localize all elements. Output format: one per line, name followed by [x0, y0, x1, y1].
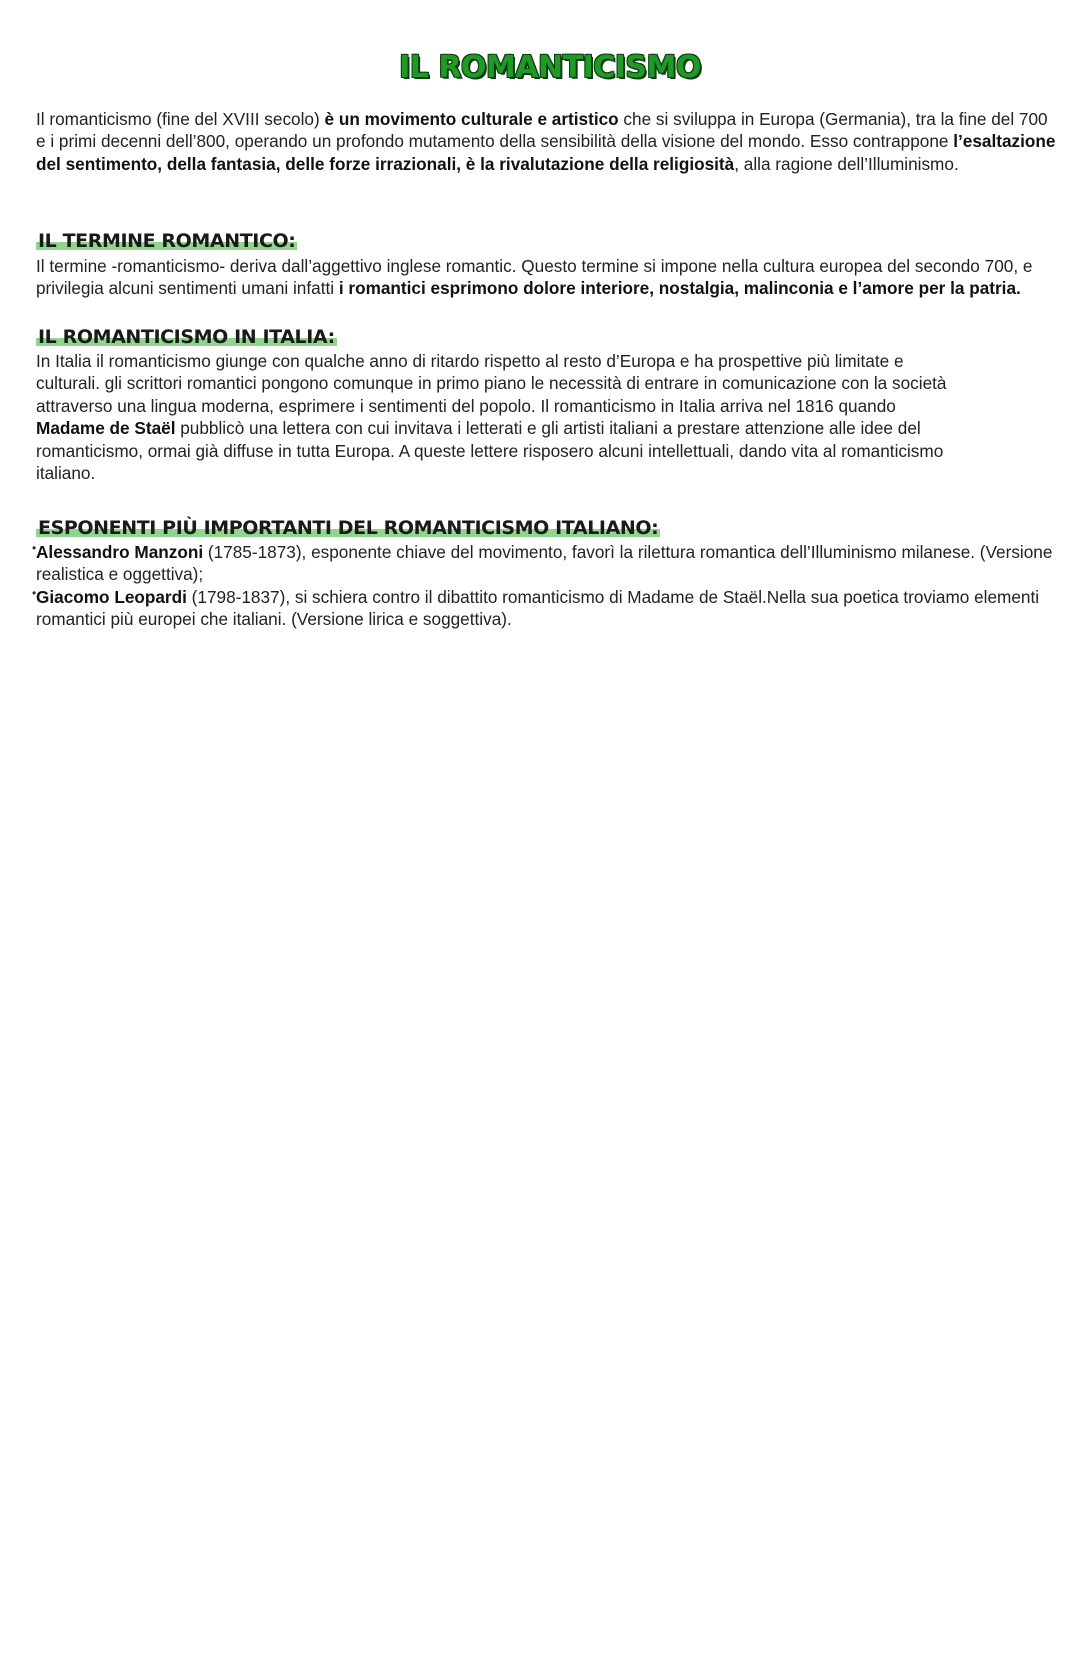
intro-bold-2: l’esaltazione del sentimento, della fantasia, delle forze irrazionali, è la rivalutazione della religiosità [36, 131, 1056, 174]
esponenti-list [32, 541, 1056, 631]
termine-text-1: Il termine -romanticismo- deriva dall’aggettivo inglese romantic. Questo termine si impone nella cultura europea del secondo 700, e privilegia alcuni sentimenti umani infatti [36, 256, 1033, 299]
intro-text-2: che si sviluppa in Europa (Germania), tra la fine del 700 e i primi decenni dell’800, operando un profondo mutamento della sensibilità della visione del mondo. Esso contrappone [36, 109, 1048, 152]
section-heading-esponenti-text: ESPONENTI PIÙ IMPORTANTI DEL ROMANTICISMO ITALIANO: [38, 517, 659, 539]
bullet-icon: • [32, 585, 37, 600]
list-item [32, 585, 1056, 631]
section-heading-esponenti [36, 517, 660, 539]
esponente-description: (1798-1837), si schiera contro il dibattito romanticismo di Madame de Staël.Nella sua poetica troviamo elementi romantici più europei che italiani. (Versione lirica e soggettiva). [36, 586, 1040, 630]
section-heading-termine [36, 230, 297, 252]
esponente-name: Alessandro Manzoni [36, 542, 204, 562]
intro-paragraph [36, 108, 1056, 175]
section-heading-termine-text: IL TERMINE ROMANTICO: [38, 230, 296, 252]
italia-text-1: In Italia il romanticismo giunge con qualche anno di ritardo rispetto al resto d’Europa e ha prospettive più limitate e culturali. gli scrittori romantici pongono comunque in primo piano le necessità di entrare in comunicazione con la società attraverso una lingua moderna, esprimere i sentimenti del popolo. Il romanticismo in Italia arriva nel 1816 quando [36, 351, 947, 416]
section-termine-paragraph [36, 255, 1056, 300]
intro-text-3: , alla ragione dell’Illuminismo. [734, 153, 959, 174]
esponente-name: Giacomo Leopardi [36, 586, 187, 607]
intro-bold-1: è un movimento culturale e artistico [324, 109, 619, 129]
section-heading-italia-text: IL ROMANTICISMO IN ITALIA: [38, 326, 335, 348]
bullet-icon: • [32, 541, 37, 555]
section-italia-paragraph [36, 350, 956, 484]
list-item [32, 541, 1056, 586]
section-heading-italia [36, 326, 337, 348]
italia-text-2: pubblicò una lettera con cui invitava i letterati e gli artisti italiani a prestare attenzione alle idee del romanticismo, ormai già diffuse in tutta Europa. A queste lettere risposero alcuni intellettuali, dando vita al romanticismo italiano. [36, 418, 944, 484]
page-title: IL ROMANTICISMO [399, 50, 701, 85]
esponente-description: (1785-1873), esponente chiave del movimento, favorì la rilettura romantica dell’Illuminismo milanese. (Versione realistica e oggettiva); [36, 542, 1053, 585]
intro-text-1: Il romanticismo (fine del XVIII secolo) [36, 109, 325, 129]
termine-bold-1: i romantici esprimono dolore interiore, nostalgia, malinconia e l’amore per la patria. [338, 278, 1021, 299]
italia-bold-1: Madame de Staël [36, 418, 176, 439]
